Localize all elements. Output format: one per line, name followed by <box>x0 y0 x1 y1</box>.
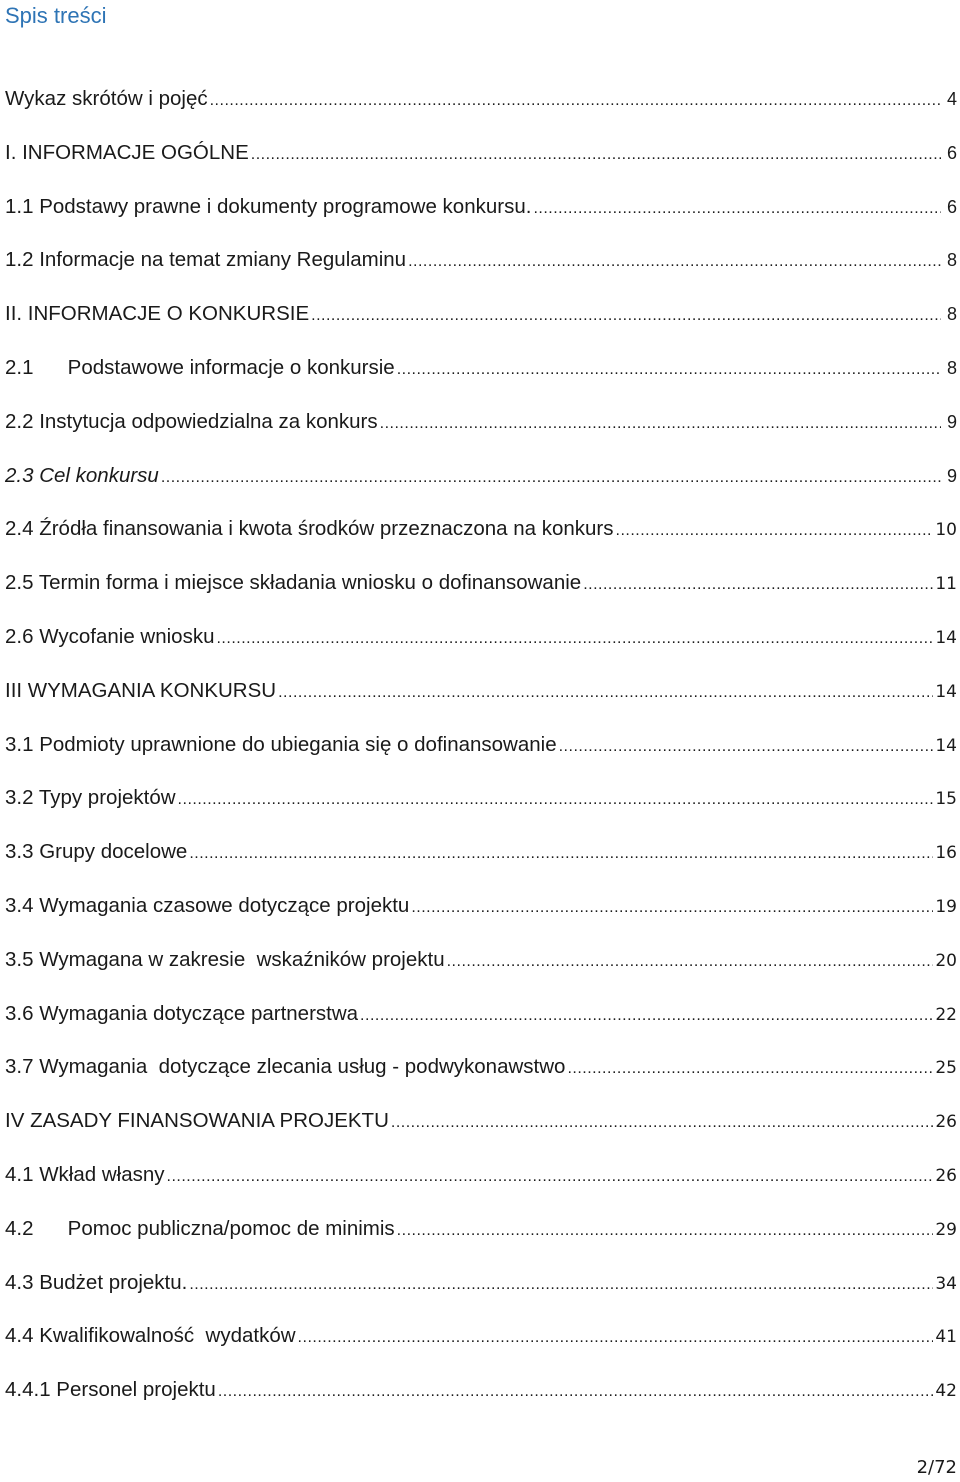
toc-dot-leader <box>583 576 933 594</box>
toc-dot-leader <box>311 307 941 325</box>
toc-entry-page: 20 <box>935 950 957 971</box>
toc-entry-informacje-ogolne[interactable] <box>5 141 960 195</box>
toc-entry-wymagania-konkursu[interactable] <box>5 679 960 733</box>
toc-dot-leader <box>298 1329 934 1347</box>
toc-dot-leader <box>447 953 934 971</box>
toc-entry-3-4[interactable] <box>5 894 960 948</box>
toc-entry-page: 9 <box>946 411 957 432</box>
page-number: 2/72 <box>916 1457 957 1478</box>
toc-entry-3-1[interactable] <box>5 733 960 787</box>
toc-entry-4-4-1[interactable] <box>5 1378 960 1432</box>
toc-dot-leader <box>559 738 934 756</box>
toc-entry-page: 19 <box>935 896 957 917</box>
toc-entry-page: 8 <box>946 357 957 378</box>
toc-entry-2-1[interactable] <box>5 356 960 410</box>
toc-entry-2-2[interactable] <box>5 410 960 464</box>
toc-entry-label: 2.3 Cel konkursu <box>5 463 159 487</box>
toc-dot-leader <box>360 1007 933 1025</box>
toc-dot-leader <box>411 899 933 917</box>
toc-entry-label: 1.1 Podstawy prawne i dokumenty programowe konkursu. <box>5 194 532 218</box>
toc-dot-leader <box>161 469 941 487</box>
toc-dot-leader <box>251 146 941 164</box>
toc-entry-page: 4 <box>946 89 957 109</box>
toc-entry-label: 3.4 Wymagania czasowe dotyczące projektu <box>5 893 410 917</box>
toc-entry-4-4[interactable] <box>5 1324 960 1378</box>
toc-dot-leader <box>189 845 933 863</box>
toc-dot-leader <box>380 415 941 433</box>
toc-entry-page: 9 <box>946 465 957 486</box>
toc-entry-2-6[interactable] <box>5 625 960 679</box>
toc-entry-zasady-finansowania[interactable] <box>5 1109 960 1163</box>
toc-entry-2-4[interactable] <box>5 517 960 571</box>
toc-entry-page: 14 <box>935 627 957 648</box>
toc-entry-page: 26 <box>935 1165 957 1186</box>
toc-entry-label: 2.6 Wycofanie wniosku <box>5 624 215 648</box>
toc-entry-page: 8 <box>946 304 957 325</box>
toc-entry-label: 4.3 Budżet projektu. <box>5 1270 188 1294</box>
toc-entry-2-5[interactable] <box>5 571 960 625</box>
toc-entry-4-2[interactable] <box>5 1217 960 1271</box>
toc-entry-3-5[interactable] <box>5 948 960 1002</box>
toc-entry-label: 3.2 Typy projektów <box>5 786 176 810</box>
toc-dot-leader <box>408 253 941 271</box>
toc-entry-label: Wykaz skrótów i pojęć <box>5 87 208 110</box>
toc-entry-label: 3.3 Grupy docelowe <box>5 840 188 864</box>
toc-entry-page: 26 <box>935 1112 957 1133</box>
toc-entry-page: 34 <box>935 1273 957 1294</box>
toc-entry-page: 15 <box>935 789 957 810</box>
toc-dot-leader <box>533 200 941 218</box>
toc-entry-label: 3.1 Podmioty uprawnione do ubiegania się o dofinansowanie <box>5 732 557 756</box>
toc-dot-leader <box>397 1222 934 1240</box>
toc-entry-1-1[interactable] <box>5 195 960 249</box>
toc-entry-page: 42 <box>935 1381 957 1402</box>
toc-entry-2-3[interactable] <box>5 464 960 518</box>
toc-entry-page: 29 <box>935 1219 957 1240</box>
toc-list <box>5 87 960 1432</box>
toc-entry-label: 2.5 Termin forma i miejsce składania wniosku o dofinansowanie <box>5 571 582 595</box>
toc-entry-label: 2.1 Podstawowe informacje o konkursie <box>5 355 395 379</box>
toc-entry-page: 16 <box>935 843 957 864</box>
toc-entry-3-3[interactable] <box>5 840 960 894</box>
toc-entry-page: 10 <box>935 520 957 541</box>
toc-entry-label: III WYMAGANIA KONKURSU <box>5 678 277 702</box>
toc-entry-page: 11 <box>935 574 957 595</box>
toc-dot-leader <box>397 361 941 379</box>
toc-entry-page: 6 <box>946 142 957 163</box>
toc-entry-wykaz-skrotow[interactable] <box>5 87 960 141</box>
toc-entry-label: II. INFORMACJE O KONKURSIE <box>5 302 310 326</box>
toc-title: Spis treści <box>5 3 107 28</box>
toc-dot-leader <box>616 522 934 540</box>
toc-entry-label: 4.1 Wkład własny <box>5 1162 165 1186</box>
toc-entry-page: 8 <box>946 250 957 271</box>
toc-entry-page: 41 <box>935 1327 957 1348</box>
toc-dot-leader <box>218 1383 934 1401</box>
toc-entry-page: 25 <box>935 1058 957 1079</box>
toc-entry-label: 3.6 Wymagania dotyczące partnerstwa <box>5 1001 359 1025</box>
toc-entry-page: 6 <box>946 196 957 217</box>
toc-entry-informacje-o-konkursie[interactable] <box>5 302 960 356</box>
toc-entry-label: 4.2 Pomoc publiczna/pomoc de minimis <box>5 1216 395 1240</box>
toc-dot-leader <box>567 1060 933 1078</box>
toc-entry-1-2[interactable] <box>5 248 960 302</box>
toc-entry-label: 2.2 Instytucja odpowiedzialna za konkurs <box>5 409 378 433</box>
toc-dot-leader <box>216 630 933 648</box>
toc-entry-label: 4.4.1 Personel projektu <box>5 1378 216 1402</box>
toc-dot-leader <box>391 1114 933 1132</box>
toc-entry-3-6[interactable] <box>5 1002 960 1056</box>
toc-dot-leader <box>189 1276 933 1294</box>
toc-entry-label: 3.7 Wymagania dotyczące zlecania usług - podwykonawstwo <box>5 1055 566 1079</box>
toc-dot-leader <box>167 1168 934 1186</box>
toc-dot-leader <box>178 791 934 809</box>
toc-entry-label: 2.4 Źródła finansowania i kwota środków przeznaczona na konkurs <box>5 517 614 541</box>
toc-entry-page: 14 <box>935 681 957 702</box>
toc-entry-page: 14 <box>935 735 957 756</box>
toc-dot-leader <box>210 92 941 110</box>
toc-entry-4-3[interactable] <box>5 1271 960 1325</box>
toc-dot-leader <box>278 684 933 702</box>
toc-entry-label: 3.5 Wymagana w zakresie wskaźników projektu <box>5 947 445 971</box>
toc-entry-3-7[interactable] <box>5 1055 960 1109</box>
toc-entry-label: 1.2 Informacje na temat zmiany Regulaminu <box>5 248 407 272</box>
toc-entry-label: IV ZASADY FINANSOWANIA PROJEKTU <box>5 1109 389 1133</box>
toc-entry-label: 4.4 Kwalifikowalność wydatków <box>5 1324 296 1348</box>
toc-entry-3-2[interactable] <box>5 786 960 840</box>
toc-entry-label: I. INFORMACJE OGÓLNE <box>5 140 249 164</box>
toc-entry-4-1[interactable] <box>5 1163 960 1217</box>
toc-entry-page: 22 <box>935 1004 957 1025</box>
